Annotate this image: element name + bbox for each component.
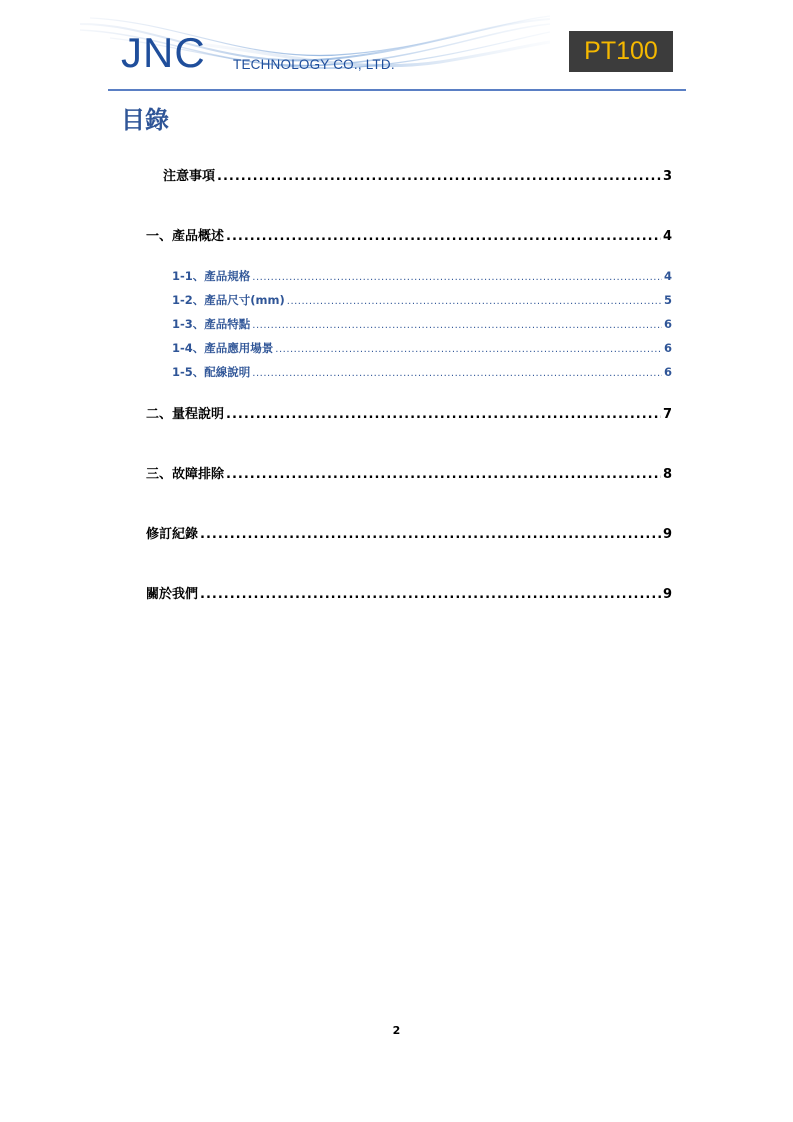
toc-page-number: 6 [663,317,672,331]
toc-entry-label: 1-3、產品特點 [172,317,251,331]
toc-entry-1-3[interactable] [172,316,672,334]
toc-entry-section-2[interactable] [146,406,672,424]
toc-entry-revision-history[interactable] [146,526,672,544]
toc-page-number: 6 [663,365,672,379]
toc-entry-1-2[interactable] [172,292,672,310]
toc-leader-dots [275,342,662,358]
toc-page-number: 9 [662,527,672,542]
toc-entry-notes[interactable] [163,168,672,186]
company-name-text: TECHNOLOGY CO., LTD. [233,57,395,72]
toc-page-number: 3 [662,169,672,184]
toc-leader-dots [217,168,661,186]
toc-leader-dots [226,406,661,424]
toc-leader-dots [200,526,661,544]
toc-page-number: 8 [662,467,672,482]
page-header [0,0,793,95]
toc-entry-about-us[interactable] [146,586,672,604]
toc-entry-section-1[interactable] [146,228,672,246]
toc-entry-label: 一、產品概述 [146,229,225,244]
toc-leader-dots [226,228,661,246]
toc-leader-dots [252,318,662,334]
toc-entry-label: 注意事項 [163,169,216,184]
toc-entry-label: 修訂紀錄 [146,527,199,542]
toc-leader-dots [226,466,661,484]
toc-entry-label: 關於我們 [146,587,199,602]
toc-title: 目錄 [121,106,169,134]
toc-entry-1-1[interactable] [172,268,672,286]
toc-page-number: 9 [662,587,672,602]
toc-page-number: 7 [662,407,672,422]
toc-page-number: 6 [663,341,672,355]
toc-page-number: 4 [662,229,672,244]
toc-entry-label: 1-2、產品尺寸(mm) [172,293,285,307]
toc-leader-dots [252,366,662,382]
toc-leader-dots [287,294,662,310]
toc-entry-label: 二、量程說明 [146,407,225,422]
toc-entry-1-5[interactable] [172,364,672,382]
toc-entry-1-4[interactable] [172,340,672,358]
toc-entry-label: 1-4、產品應用場景 [172,341,274,355]
toc-page-number: 4 [663,269,672,283]
toc-entry-label: 1-1、產品規格 [172,269,251,283]
model-badge: PT100 [569,31,673,72]
toc-entry-section-3[interactable] [146,466,672,484]
toc-page-number: 5 [663,293,672,307]
toc-leader-dots [252,270,662,286]
toc-leader-dots [200,586,661,604]
toc-entry-label: 三、故障排除 [146,467,225,482]
company-logo-text: JNC [121,29,206,76]
page-number: 2 [392,1024,401,1037]
toc-entry-label: 1-5、配線說明 [172,365,251,379]
header-divider [108,89,686,91]
